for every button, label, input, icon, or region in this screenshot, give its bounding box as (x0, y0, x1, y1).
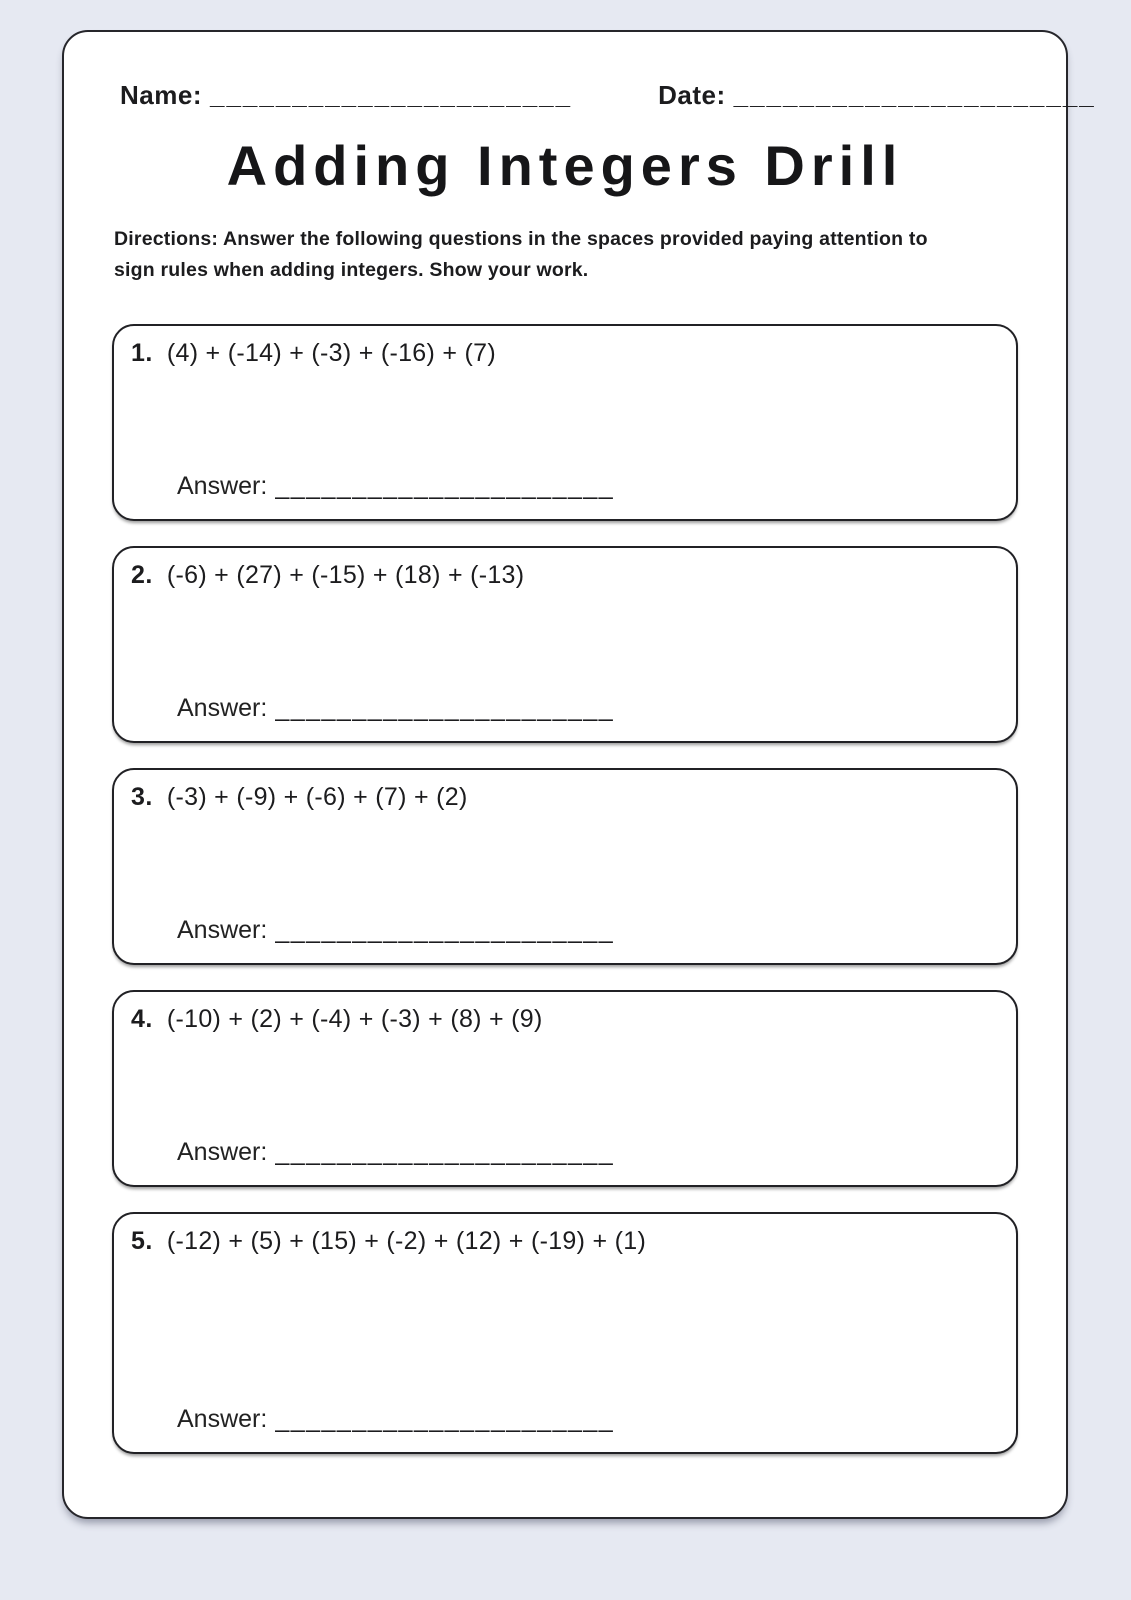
answer-row (177, 1138, 996, 1167)
question-expression: (-10) + (2) + (-4) + (-3) + (8) + (9) (166, 1004, 543, 1033)
question-number: 1. (131, 338, 153, 367)
answer-blank[interactable]: ______________________ (275, 1137, 615, 1166)
question-line (131, 339, 996, 368)
answer-label: Answer: (177, 693, 268, 722)
answer-row (177, 472, 996, 501)
name-blank[interactable]: ______________________ (209, 80, 573, 110)
answer-row (177, 694, 996, 723)
worksheet-card (62, 30, 1096, 1519)
date-blank[interactable]: ______________________ (733, 80, 1096, 110)
question-line (131, 561, 996, 590)
question-box-3 (112, 768, 1018, 965)
name-label: Name: (120, 80, 202, 110)
question-box-2 (112, 546, 1018, 743)
answer-blank[interactable]: ______________________ (275, 1404, 615, 1433)
answer-blank[interactable]: ______________________ (275, 471, 615, 500)
question-number: 2. (131, 560, 153, 589)
answer-row (177, 1405, 996, 1434)
question-number: 5. (131, 1226, 153, 1255)
question-expression: (-3) + (-9) + (-6) + (7) + (2) (166, 782, 468, 811)
name-field-group (120, 80, 572, 111)
question-box-1 (112, 324, 1018, 521)
answer-blank[interactable]: ______________________ (275, 915, 615, 944)
question-line (131, 1005, 996, 1034)
directions-text: Directions: Answer the following questions in the spaces provided paying attention to sign rules when adding integers. Show your work. (114, 228, 928, 281)
question-list (112, 324, 1018, 1454)
answer-label: Answer: (177, 915, 268, 944)
question-number: 4. (131, 1004, 153, 1033)
question-box-4 (112, 990, 1018, 1187)
question-line (131, 783, 996, 812)
question-line (131, 1227, 996, 1256)
answer-label: Answer: (177, 471, 268, 500)
header-row (120, 80, 1096, 111)
question-expression: (-6) + (27) + (-15) + (18) + (-13) (166, 560, 525, 589)
answer-label: Answer: (177, 1137, 268, 1166)
question-number: 3. (131, 782, 153, 811)
date-field-group (658, 80, 1096, 111)
answer-blank[interactable]: ______________________ (275, 693, 615, 722)
question-box-5 (112, 1212, 1018, 1454)
answer-row (177, 916, 996, 945)
question-expression: (4) + (-14) + (-3) + (-16) + (7) (166, 338, 496, 367)
date-label: Date: (658, 80, 726, 110)
question-expression: (-12) + (5) + (15) + (-2) + (12) + (-19) + (1) (166, 1226, 647, 1255)
page-title: Adding Integers Drill (226, 134, 904, 197)
answer-label: Answer: (177, 1404, 268, 1433)
